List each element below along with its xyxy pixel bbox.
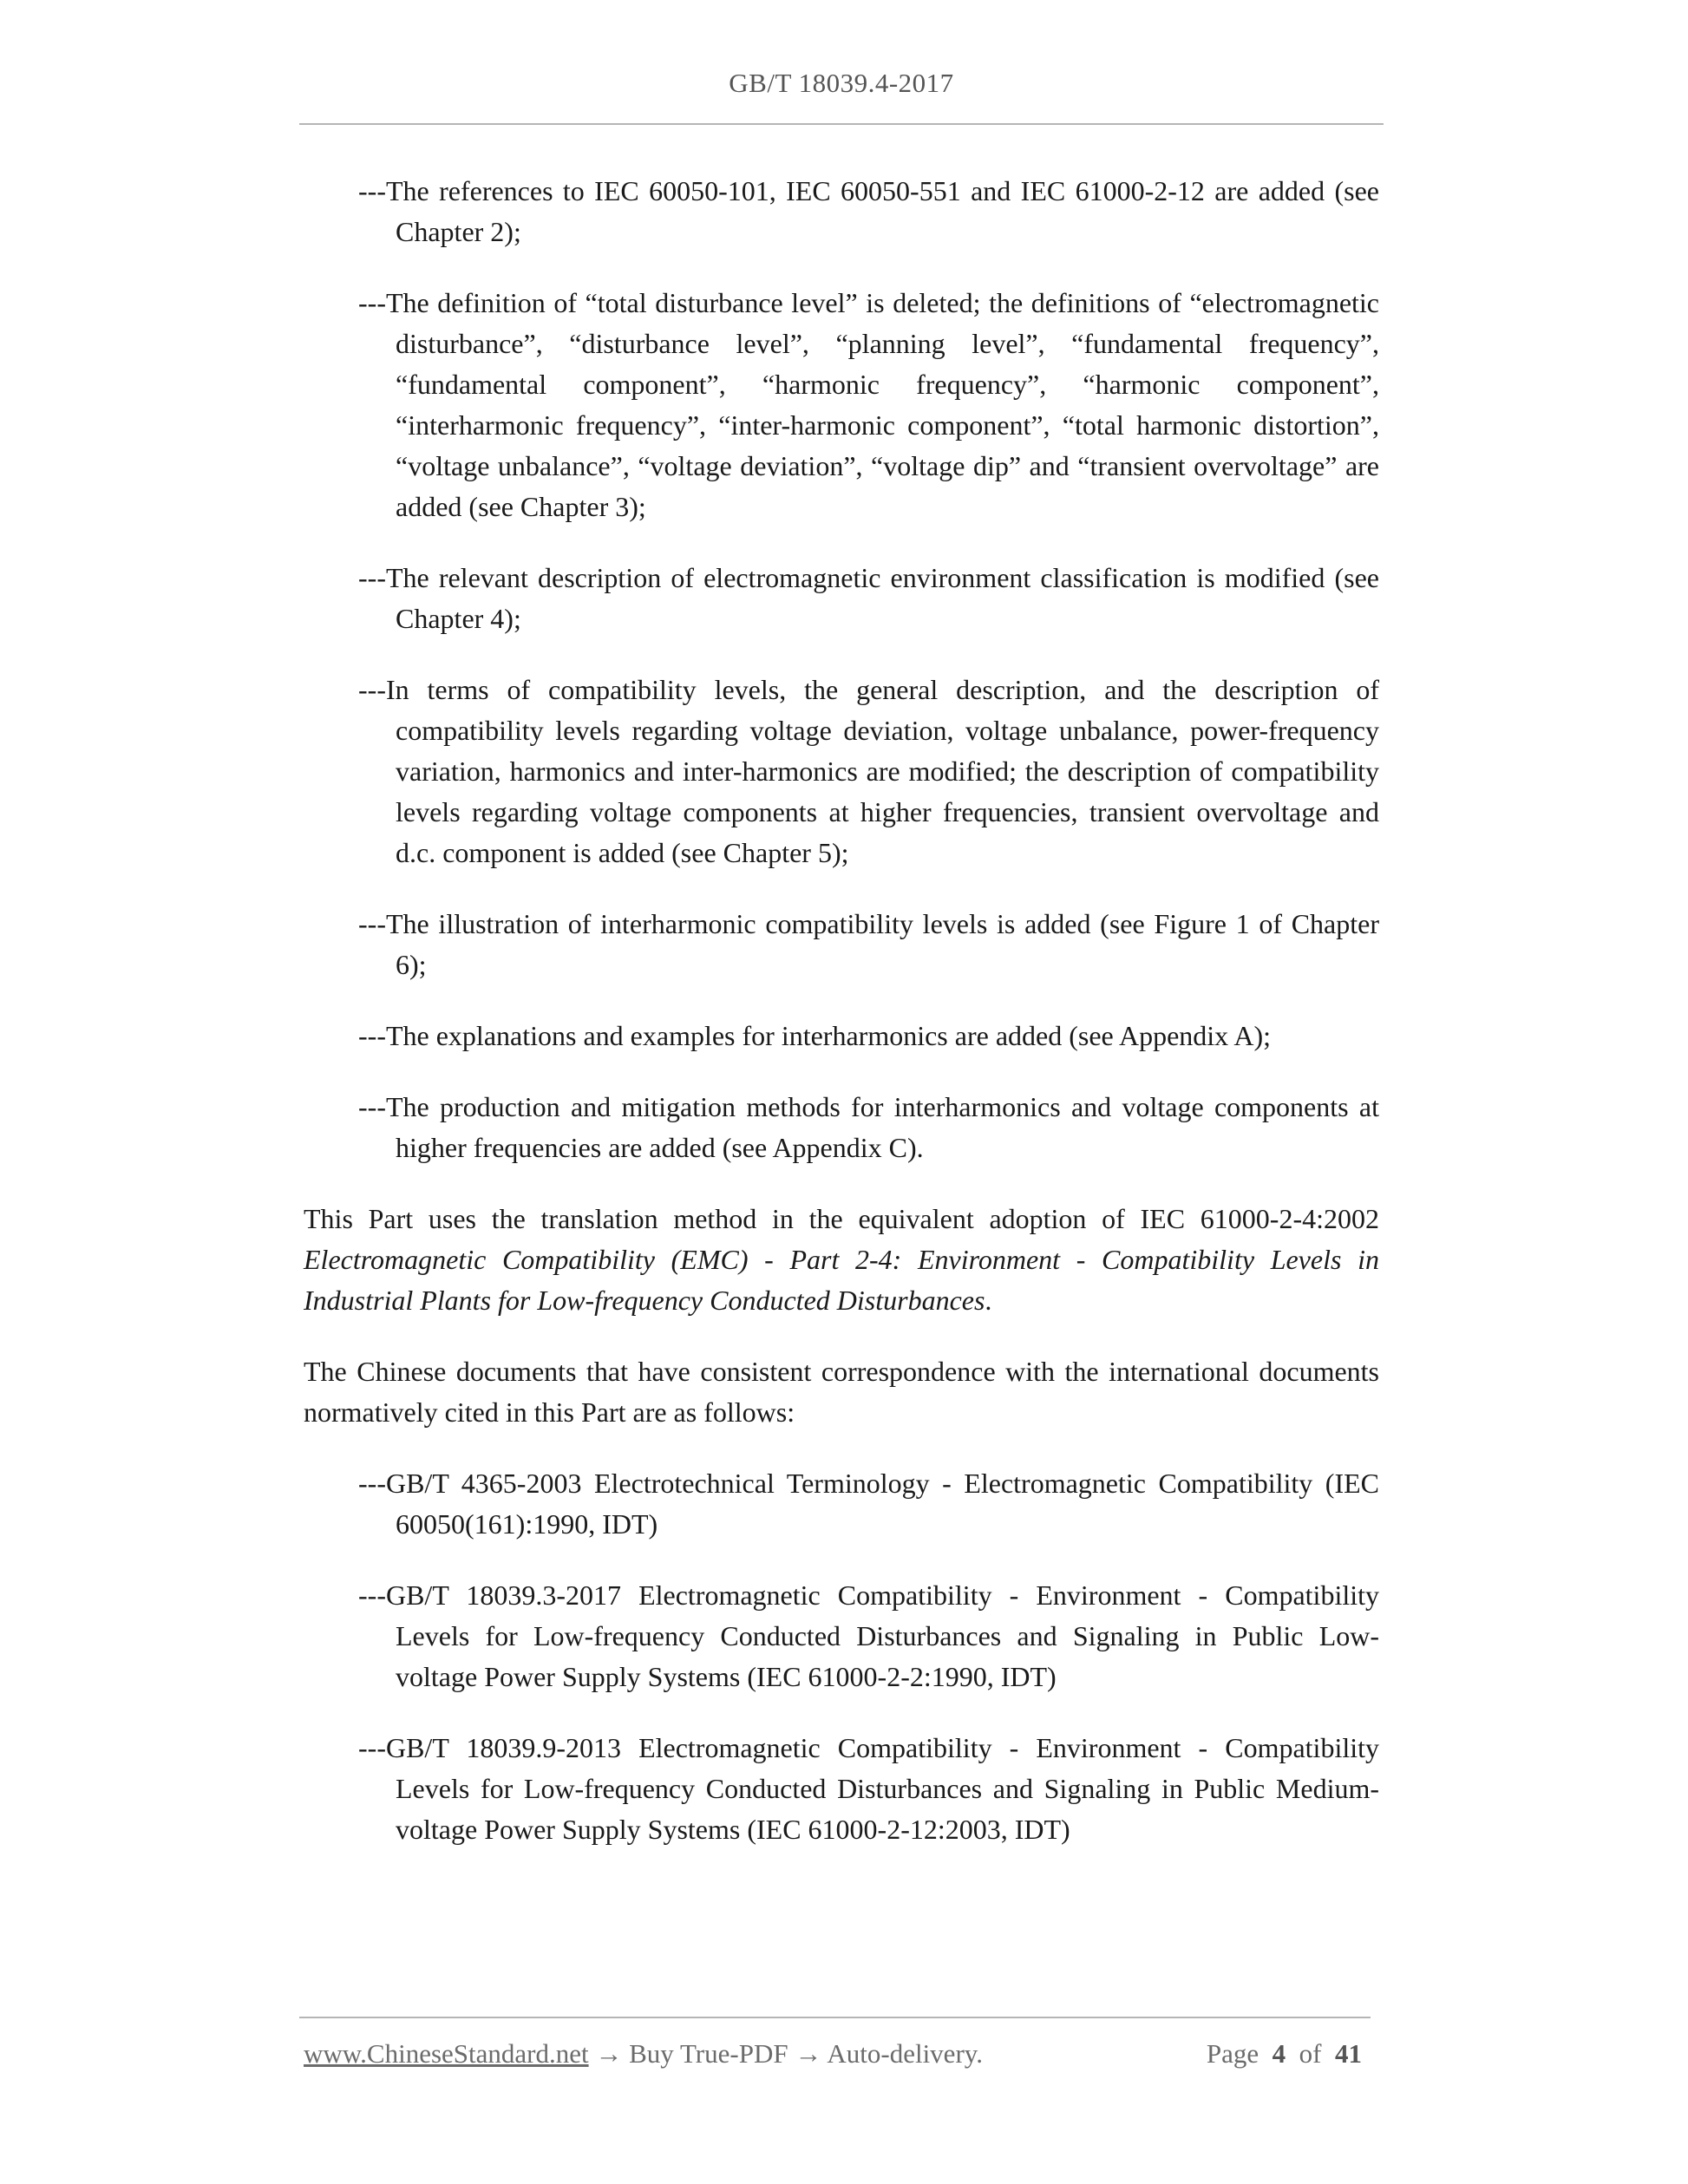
page-label: Page <box>1206 2038 1259 2069</box>
change-item: ---The illustration of interharmonic compatibility levels is added (see Figure 1 of Chapter 6); <box>358 908 1379 980</box>
adoption-intro: This Part uses the translation method in the equivalent adoption of IEC 61000-2-4:2002 <box>304 1203 1379 1234</box>
adoption-paragraph <box>304 1199 1379 1321</box>
change-item: ---The explanations and examples for interharmonics are added (see Appendix A); <box>358 1020 1272 1051</box>
change-item: ---The definition of “total disturbance level” is deleted; the definitions of “electromagnetic disturbance”, “disturbance level”, “planning level”, “fundamental frequency”, “fundamental component”, “harmonic frequency”, “harmonic component”, “interharmonic frequency”, “inter-harmonic component”, “total harmonic distortion”, “voltage unbalance”, “voltage deviation”, “voltage dip” and “transient overvoltage” are added (see Chapter 3); <box>358 287 1379 522</box>
change-item: ---The references to IEC 60050-101, IEC 60050-551 and IEC 61000-2-12 are added (see Chapter 2); <box>358 175 1379 247</box>
page-total: 41 <box>1335 2038 1362 2069</box>
site-link[interactable]: www.ChineseStandard.net <box>304 2038 589 2069</box>
page-number: 4 <box>1272 2038 1286 2069</box>
footer-divider <box>299 2017 1371 2018</box>
footer-promo <box>304 2038 983 2070</box>
change-item: ---The production and mitigation methods for interharmonics and voltage components at higher frequencies are added (see Appendix C). <box>358 1091 1379 1163</box>
page-indicator <box>1207 2038 1362 2070</box>
changes-list <box>304 171 1379 1168</box>
reference-list <box>304 1463 1379 1850</box>
change-item: ---The relevant description of electromagnetic environment classification is modified (see Chapter 4); <box>358 562 1379 634</box>
document-body <box>304 171 1379 1880</box>
promo-text: → Buy True-PDF → Auto-delivery. <box>588 2038 983 2069</box>
change-item: ---In terms of compatibility levels, the general description, and the description of compatibility levels regarding voltage deviation, voltage unbalance, power-frequency variation, harmonics and inter-harmonics are modified; the description of compatibility levels regarding voltage components at higher frequencies, transient overvoltage and d.c. component is added (see Chapter 5); <box>358 674 1379 868</box>
page-header: GB/T 18039.4-2017 <box>729 68 954 98</box>
reference-item: ---GB/T 18039.9-2013 Electromagnetic Compatibility - Environment - Compatibility Levels for Low-frequency Conducted Disturbances and Signaling in Public Medium-voltage Power Supply Systems (IEC 61000-2-12:2003, IDT) <box>358 1732 1379 1845</box>
adopted-standard-title: Electromagnetic Compatibility (EMC) - Part 2-4: Environment - Compatibility Levels in Industrial Plants for Low-frequency Conducted Disturbances <box>304 1244 1379 1316</box>
adoption-end: . <box>985 1285 992 1316</box>
reference-item: ---GB/T 4365-2003 Electrotechnical Terminology - Electromagnetic Compatibility (IEC 60050(161):1990, IDT) <box>358 1468 1379 1540</box>
header-divider <box>299 123 1384 125</box>
reference-item: ---GB/T 18039.3-2017 Electromagnetic Compatibility - Environment - Compatibility Levels for Low-frequency Conducted Disturbances and Signaling in Public Low-voltage Power Supply Systems (IEC 61000-2-2:1990, IDT) <box>358 1579 1379 1692</box>
correspondence-paragraph: The Chinese documents that have consistent correspondence with the international documents normatively cited in this Part are as follows: <box>304 1356 1379 1428</box>
of-label: of <box>1299 2038 1322 2069</box>
